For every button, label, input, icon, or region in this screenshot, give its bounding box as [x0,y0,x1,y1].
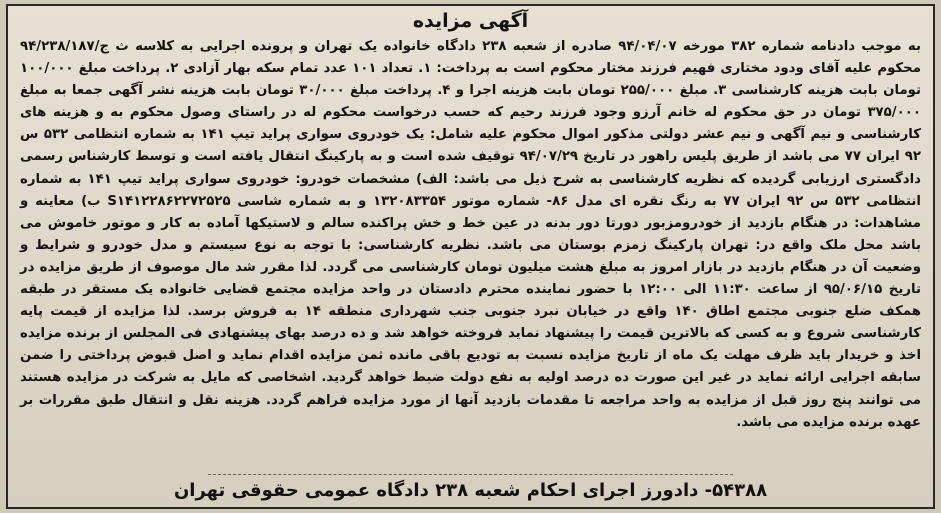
notice-title: آگهی مزایده [412,10,529,32]
notice-body: به موجب دادنامه شماره ۳۸۲ مورخه ۹۴/۰۴/۰۷ صادره از شعبه ۲۳۸ دادگاه خانواده یک تهران و پرونده اجرایی به کلاسه ث ج/۹۴/۲۳۸/۱۸۷ محکوم علیه آقای ودود مختاری فهیم فرزند مختار محکوم است به پرداخت: ۱. تعداد ۱۰۱ عدد تمام سکه بهار آزادی ۲. پرداخت مبلغ ۱۰۰/۰۰۰ تومان بابت هزینه کارشناسی ۳. مبلغ ۲۵۵/۰۰۰ تومان بابت هزینه اجرا و ۴. پرداخت مبلغ ۳۰/۰۰۰ تومان بابت هزینه نشر آگهی جمعا به مبلغ ۳۷۵/۰۰۰ تومان در حق محکوم له خانم آرزو وجود فرزند رحیم که حسب درخواست محکوم له در راستای وصول محکوم به و هزینه های کارشناسی و نیم آگهی و نیم عشر دولتی مذکور اموال محکوم علیه شامل: یک خودروی سواری پراید تیپ ۱۴۱ به شماره انتظامی ۵۳۲ س ۹۲ ایران ۷۷ می باشد از طریق پلیس راهور در تاریخ ۹۴/۰۷/۲۹ توقیف شده است و به پارکینگ انتقال یافته است و توسط کارشناس رسمی دادگستری ارزیابی گردیده که نظریه کارشناسی به شرح ذیل می باشد: الف) مشخصات خودرو: خودروی سواری پراید تیپ ۱۴۱ به شماره انتظامی ۵۳۲ س ۹۲ ایران ۷۷ به رنگ نقره ای مدل ۸۶- شماره موتور ۱۳۲۰۸۳۳۵۴ و به شماره شاسی S۱۴۱۲۲۸۶۲۲۷۲۵۲۵ ب) معاینه و مشاهدات: در هنگام بازدید از خودرومزبور دورتا دور بدنه در عین خط و خش پراکنده سالم و لاستیکها آماده به کار و موتور خاموش می باشد محل ملک واقع در: تهران پارکینگ زمزم بوستان می باشد. نظریه کارشناسی: با توجه به نوع سیستم و مدل خودرو و شرایط و وضعیت آن در هنگام بازدید در بازار امروز به مبلغ هشت میلیون تومان کارشناسی می گردد. لذا مقرر شد مال موصوف از طریق مزایده در تاریخ ۹۵/۰۶/۱۵ از ساعت ۱۱:۳۰ الی ۱۲:۰۰ با حضور نماینده محترم دادستان در واحد مزایده مجتمع قضایی خانواده یک مستقر در طبقه همکف ضلع جنوبی مجتمع اطاق ۱۴۰ واقع در خیابان نبرد جنوبی جنب شهرداری منطقه ۱۴ به فروش برسد. لذا مزایده از قیمت پایه کارشناسی شروع و به کسی که بالاترین قیمت را پیشنهاد نماید فروخته خواهد شد و ده درصد بهای پیشنهادی فی المجلس از برنده مزایده اخذ و خریدار باید ظرف مهلت یک ماه از تاریخ مزایده نسبت به تودیع باقی مانده ثمن مزایده اقدام نماید و اصل قبوض پرداختی را ضمن سابقه اجرایی ارائه نماید در غیر این صورت ده درصد اولیه به نفع دولت ضبط خواهد گردید. اشخاصی که مایل به شرکت در مزایده هستند می توانند پنج روز قبل از مزایده به واحد مراجعه تا مقدمات بازدید آنها از مورد مزایده فراهم گردد. هزینه نقل و انتقال طبق مقررات بر عهده برنده مزایده می باشد. [20,39,922,430]
notice-clipping [6,4,935,509]
footer-divider [208,474,733,475]
notice-signature: ۵۴۳۸۸- دادورز اجرای احکام شعبه ۲۳۸ دادگاه عمومی حقوقی تهران [173,480,768,501]
